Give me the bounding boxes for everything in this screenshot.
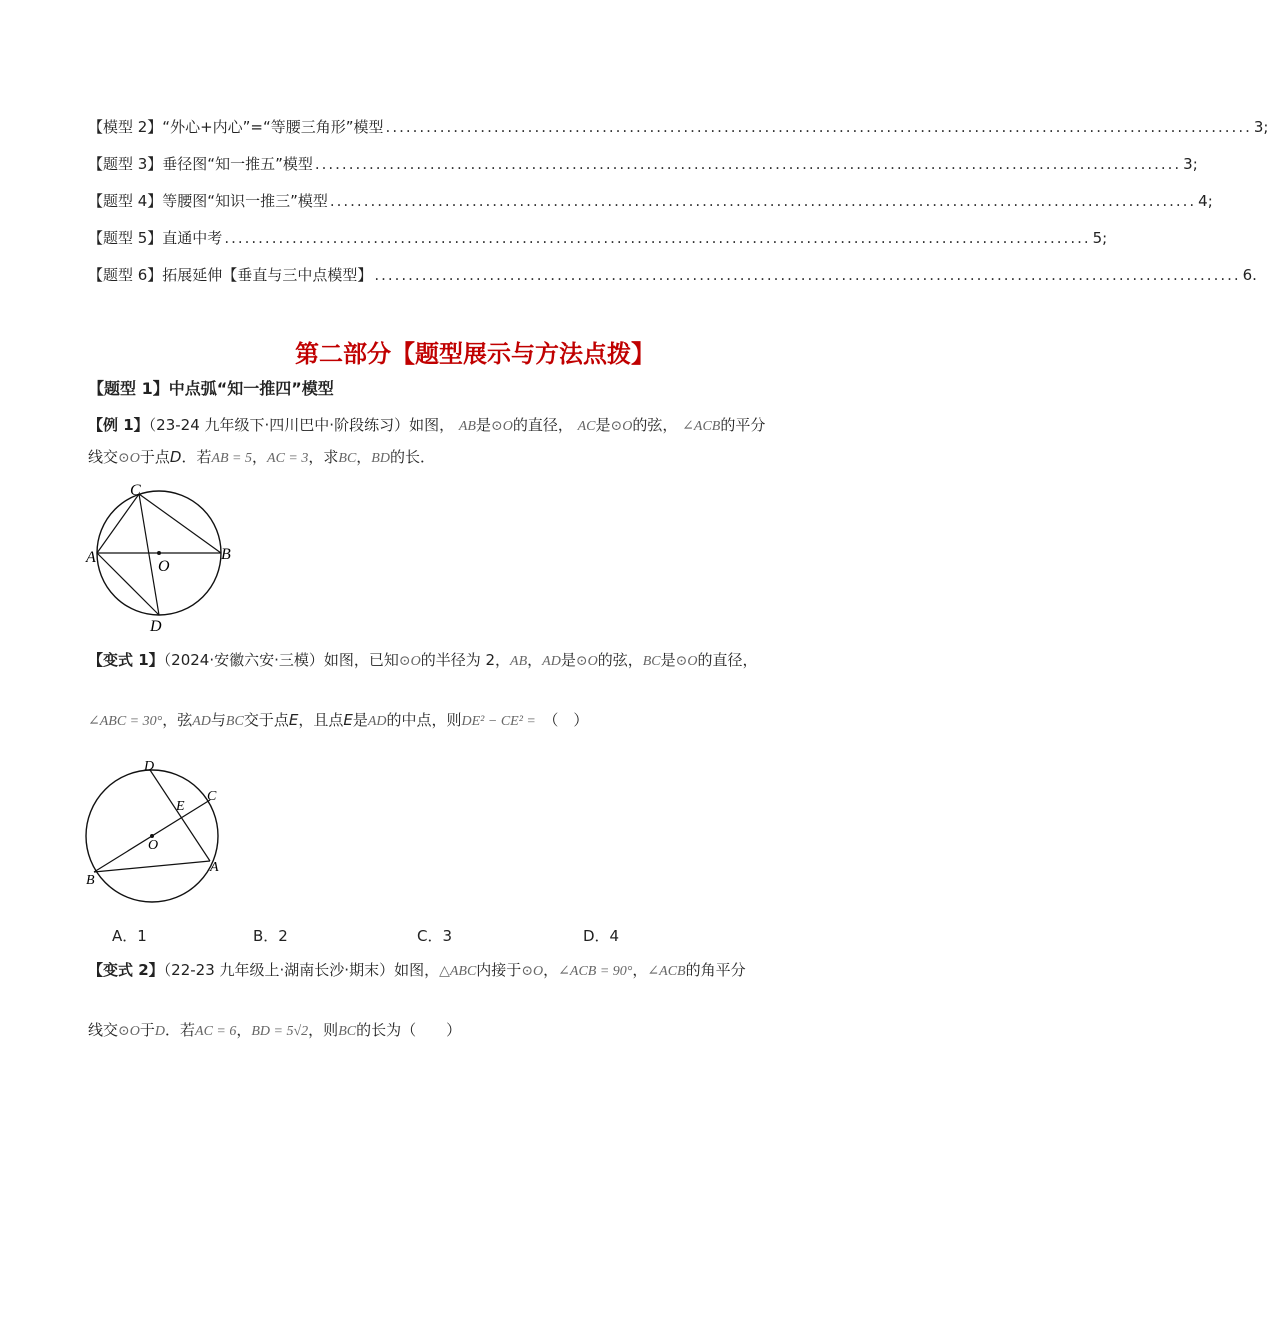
- example-label: 【例 1】: [88, 416, 149, 434]
- option-c[interactable]: C．3: [417, 927, 453, 945]
- label-o: O: [148, 838, 159, 853]
- segment-cd: [139, 494, 159, 615]
- segment-ba: [94, 861, 210, 872]
- math-angle-abc: ∠ABC = 30°: [88, 714, 163, 729]
- text: 于点: [139, 448, 170, 466]
- answer-blank: （ ）: [550, 711, 589, 729]
- section-title: 第二部分【题型展示与方法点拨】: [295, 340, 655, 368]
- text: 是: [595, 416, 611, 434]
- math-bc: BC: [225, 714, 244, 729]
- text: 的直径，: [697, 651, 758, 669]
- math-circle-o: ⊙O: [490, 419, 513, 434]
- toc-title: 【模型 2】“外心+内心”=“等腰三角形”模型: [88, 118, 384, 136]
- math-circle-o: ⊙O: [118, 1024, 140, 1039]
- toc-page: 3;: [1183, 155, 1198, 173]
- math-angle-acb: ∠ACB: [647, 964, 686, 979]
- label-c: C: [207, 789, 217, 804]
- label-c: C: [130, 482, 141, 499]
- toc-entry[interactable]: [88, 264, 1257, 301]
- example-source: （23-24 九年级下·四川巴中·阶段练习）如图，: [148, 416, 455, 434]
- toc-leader-dots: ................................................................................................................................: [385, 118, 1252, 136]
- option-b[interactable]: B．2: [253, 927, 288, 945]
- math-bc: BC: [338, 1024, 357, 1039]
- segment-ac: [97, 494, 139, 553]
- text: ，: [543, 961, 559, 979]
- math-ad: AD: [367, 714, 387, 729]
- point-e: E: [343, 711, 353, 729]
- toc-page: 6.: [1242, 266, 1257, 284]
- text: ，弦: [162, 711, 193, 729]
- math-bd: BD: [371, 451, 390, 466]
- math-bd-eq: BD = 5√2: [251, 1024, 309, 1039]
- text: 的弦，: [597, 651, 643, 669]
- variant-1-text-line-2: [88, 708, 868, 734]
- math-circle-o: ⊙O: [610, 419, 633, 434]
- text: 的长为（ ）: [356, 1021, 462, 1039]
- text: 是: [560, 651, 576, 669]
- label-d: D: [150, 618, 162, 635]
- toc-leader-dots: ................................................................................................................................: [314, 155, 1182, 173]
- math-circle-o: ⊙O: [675, 654, 698, 669]
- question-type-heading: 【题型 1】中点弧“知一推四”模型: [88, 379, 334, 398]
- table-of-contents: [88, 116, 1268, 301]
- example-1-figure: [84, 478, 244, 636]
- math-expression: DE² − CE² =: [461, 714, 536, 729]
- math-bc: BC: [338, 451, 357, 466]
- toc-leader-dots: ................................................................................................................................: [224, 229, 1091, 247]
- math-ac-eq: AC = 6: [195, 1024, 237, 1039]
- toc-title: 【题型 4】等腰图“知识一推三”模型: [88, 192, 328, 210]
- toc-leader-dots: ................................................................................................................................: [374, 266, 1241, 284]
- math-ab: AB: [510, 654, 528, 669]
- text: ，: [527, 651, 543, 669]
- toc-leader-dots: ................................................................................................................................: [329, 192, 1197, 210]
- text: 的角平分: [685, 961, 746, 979]
- text: 的半径为 2，: [420, 651, 511, 669]
- point-d: D: [169, 448, 182, 466]
- math-bc: BC: [642, 654, 661, 669]
- label-b: B: [221, 546, 231, 563]
- math-circle-o: ⊙O: [398, 654, 421, 669]
- toc-entry[interactable]: [88, 190, 1213, 227]
- variant-2-text: [88, 958, 868, 984]
- math-ad: AD: [542, 654, 561, 669]
- text: ，则: [308, 1021, 339, 1039]
- point-e: E: [288, 711, 299, 729]
- toc-entry[interactable]: [88, 227, 1108, 264]
- text: ，: [252, 448, 268, 466]
- label-d: D: [144, 759, 155, 774]
- text: ，: [632, 961, 648, 979]
- segment-da: [150, 770, 210, 861]
- text: 线交: [88, 448, 119, 466]
- label-b: B: [86, 873, 95, 888]
- text: 是: [660, 651, 676, 669]
- text: 于: [139, 1021, 155, 1039]
- text: ，: [356, 448, 372, 466]
- math-ab: AB: [458, 419, 476, 434]
- text: ．若: [181, 448, 212, 466]
- variant-2-text-line-2: [88, 1018, 868, 1044]
- toc-entry[interactable]: [88, 153, 1198, 190]
- text: 的中点，则: [386, 711, 462, 729]
- variant-label: 【变式 2】: [88, 961, 164, 979]
- math-ac: AC: [577, 419, 596, 434]
- math-ab-eq: AB = 5: [211, 451, 253, 466]
- toc-page: 4;: [1198, 192, 1213, 210]
- toc-page: 3;: [1253, 118, 1268, 136]
- math-circle-o: ⊙O: [575, 654, 598, 669]
- text: ，: [236, 1021, 252, 1039]
- text: 是: [352, 711, 368, 729]
- math-ad: AD: [192, 714, 211, 729]
- option-d[interactable]: D．4: [583, 927, 620, 945]
- toc-page: 5;: [1092, 229, 1108, 247]
- text: 的直径，: [512, 416, 573, 434]
- text: ．若: [165, 1021, 196, 1039]
- text: 线交: [88, 1021, 119, 1039]
- math-circle-o: ⊙O: [521, 964, 544, 979]
- toc-title: 【题型 5】直通中考: [88, 229, 223, 247]
- text: 交于点: [243, 711, 289, 729]
- text: 是: [475, 416, 491, 434]
- text: 的平分: [720, 416, 766, 434]
- variant-1-figure: [82, 754, 232, 894]
- toc-entry[interactable]: [88, 116, 1268, 153]
- text: 与: [210, 711, 226, 729]
- math-angle-acb-90: ∠ACB = 90°: [558, 964, 633, 979]
- text: 的弦，: [632, 416, 678, 434]
- option-a[interactable]: A．1: [112, 927, 147, 945]
- toc-title: 【题型 6】拓展延伸【垂直与三中点模型】: [88, 266, 373, 284]
- segment-cb: [139, 494, 221, 553]
- label-e: E: [176, 799, 185, 814]
- center-point: [157, 551, 161, 555]
- label-a: A: [86, 549, 96, 566]
- label-o: O: [158, 558, 170, 575]
- toc-title: 【题型 3】垂径图“知一推五”模型: [88, 155, 313, 173]
- math-angle-acb: ∠ACB: [682, 419, 721, 434]
- math-triangle-abc: △ABC: [439, 964, 477, 979]
- math-circle-o: ⊙O: [118, 451, 140, 466]
- text: 的长．: [389, 448, 435, 466]
- variant-1-text: [88, 644, 868, 678]
- math-ac-eq: AC = 3: [267, 451, 309, 466]
- text: ，且点: [298, 711, 344, 729]
- example-1-text: [88, 410, 868, 474]
- text: 内接于: [476, 961, 522, 979]
- variant-source: （22-23 九年级上·湖南长沙·期末）如图，: [163, 961, 440, 979]
- label-a: A: [210, 860, 219, 875]
- variant-label: 【变式 1】: [88, 651, 164, 669]
- text: ，求: [308, 448, 339, 466]
- variant-source: （2024·安徽六安·三模）如图，已知: [163, 651, 399, 669]
- math-d: D: [154, 1024, 165, 1039]
